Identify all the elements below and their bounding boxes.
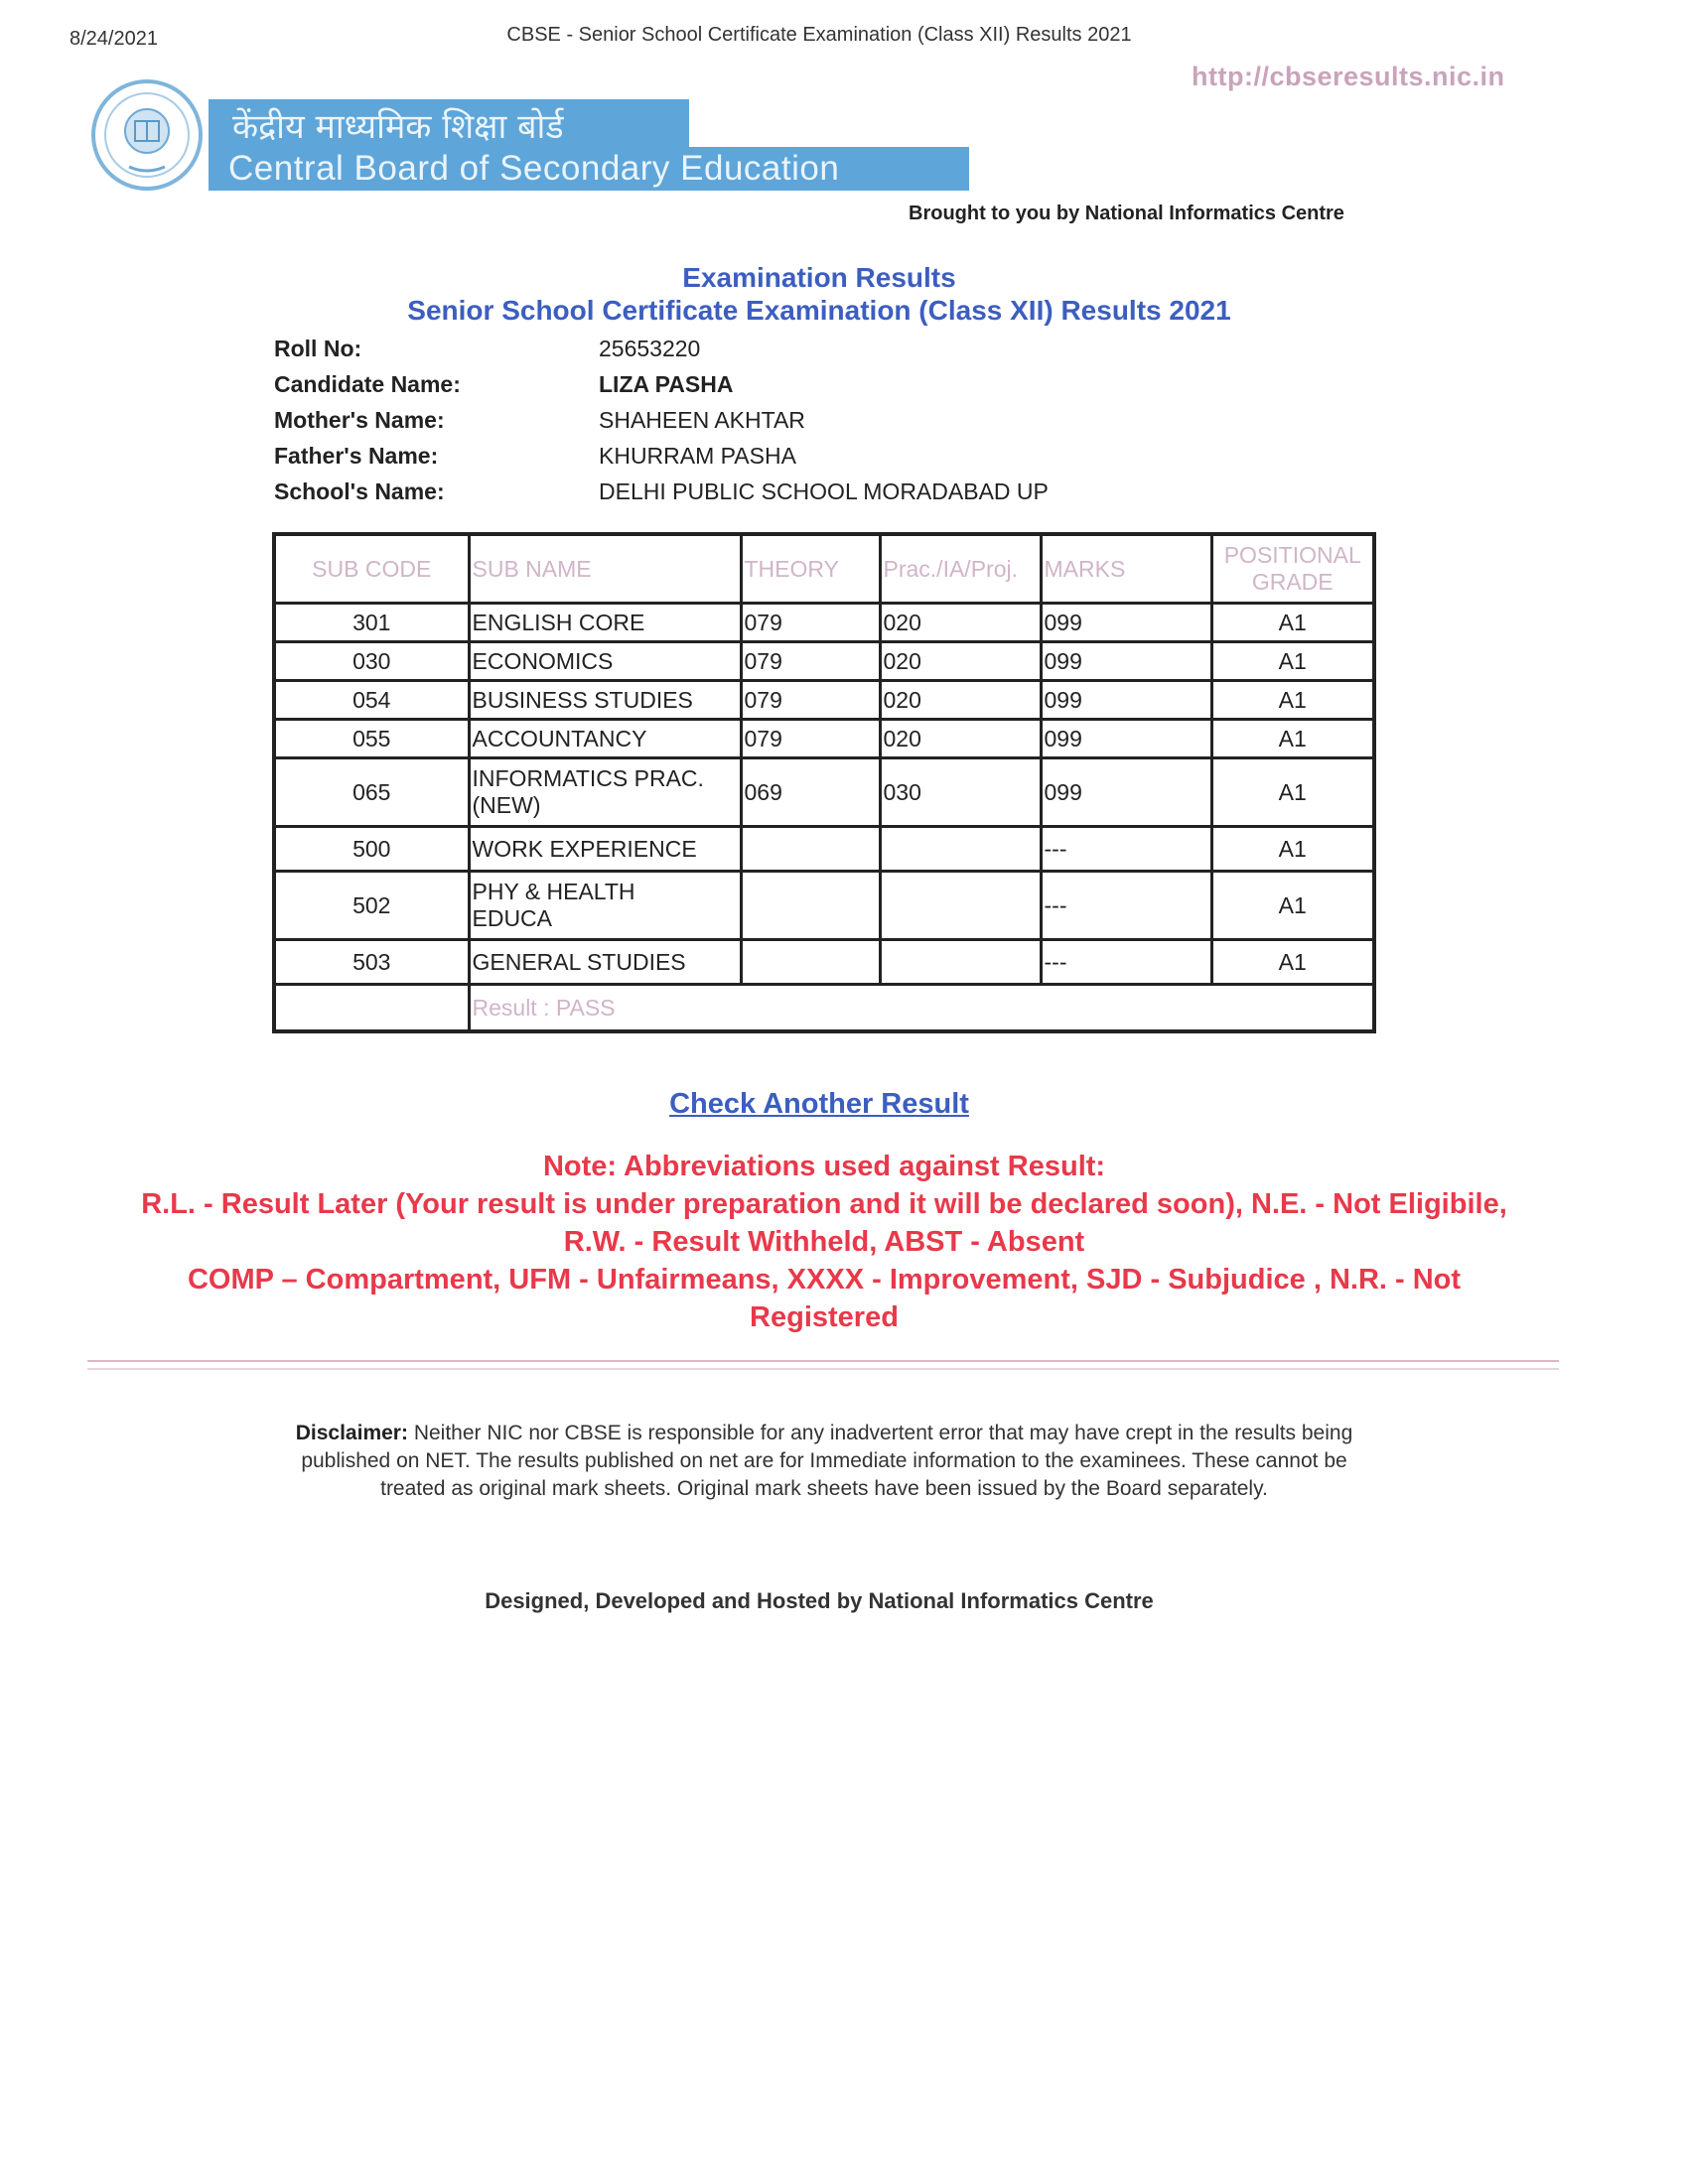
- roll-no-value: 25653220: [599, 336, 701, 361]
- col-header-sub-name: SUB NAME: [469, 534, 741, 604]
- table-row: [274, 758, 1374, 827]
- col-header-positional-grade: [1211, 534, 1374, 604]
- note-line: Registered: [750, 1301, 899, 1333]
- mother-name-value: SHAHEEN AKHTAR: [599, 407, 805, 433]
- result-status: Result : PASS: [469, 985, 1374, 1032]
- sub-name-cell: BUSINESS STUDIES: [469, 681, 741, 720]
- col-header-marks: MARKS: [1041, 534, 1211, 604]
- sub-name-cell: ACCOUNTANCY: [469, 720, 741, 758]
- print-page-title: CBSE - Senior School Certificate Examination (Class XII) Results 2021: [506, 24, 1132, 46]
- practical-cell: [880, 872, 1041, 940]
- exam-title: Senior School Certificate Examination (Class XII) Results 2021: [407, 295, 1231, 326]
- sub-code-cell: 503: [274, 940, 469, 985]
- table-header-row: [274, 534, 1374, 604]
- sub-name-cell: ENGLISH CORE: [469, 604, 741, 642]
- sub-name-cell: GENERAL STUDIES: [469, 940, 741, 985]
- sub-code-cell: 502: [274, 872, 469, 940]
- footer-credit: Designed, Developed and Hosted by National Informatics Centre: [485, 1588, 1154, 1613]
- abbreviations-note: [89, 1148, 1559, 1336]
- brought-by-credit: Brought to you by National Informatics Centre: [909, 203, 1344, 224]
- marks-cell: ---: [1041, 872, 1211, 940]
- grade-cell: A1: [1211, 642, 1374, 681]
- note-line: R.L. - Result Later (Your result is under preparation and it will be declared soon), N.E. - Not Eligibile,: [141, 1188, 1507, 1220]
- father-name-label: Father's Name:: [274, 443, 439, 469]
- marks-cell: ---: [1041, 827, 1211, 872]
- theory-cell: 079: [741, 681, 880, 720]
- practical-cell: [880, 940, 1041, 985]
- table-row: [274, 720, 1374, 758]
- divider: [87, 1360, 1559, 1370]
- marks-cell: 099: [1041, 681, 1211, 720]
- page-heading: Examination Results: [682, 262, 956, 293]
- grade-header-line-2: GRADE: [1251, 569, 1334, 595]
- disclaimer: [268, 1420, 1380, 1503]
- sub-code-cell: 054: [274, 681, 469, 720]
- check-another-result-link[interactable]: Check Another Result: [669, 1088, 969, 1120]
- board-name-hindi-banner: [209, 99, 689, 147]
- grade-cell: A1: [1211, 940, 1374, 985]
- site-url-link[interactable]: http://cbseresults.nic.in: [1192, 62, 1505, 91]
- marks-cell: 099: [1041, 758, 1211, 827]
- sub-code-cell: 055: [274, 720, 469, 758]
- theory-cell: 069: [741, 758, 880, 827]
- sub-name-line-2: (NEW): [472, 792, 541, 818]
- result-row: [274, 985, 1374, 1032]
- sub-code-cell: 030: [274, 642, 469, 681]
- disclaimer-text: Neither NIC nor CBSE is responsible for any inadvertent error that may have crept in the results being published on NET. The results published on net are for Immediate information to the examinees. These cannot be treated as original mark sheets. Original mark sheets have been issued by the Board separately.: [301, 1422, 1353, 1500]
- mother-name-label: Mother's Name:: [274, 407, 445, 433]
- board-name-english-banner: [209, 147, 969, 191]
- practical-cell: [880, 827, 1041, 872]
- table-row: [274, 940, 1374, 985]
- sub-name-line-2: EDUCA: [472, 905, 553, 931]
- sub-code-cell: 301: [274, 604, 469, 642]
- school-name-label: School's Name:: [274, 478, 445, 504]
- sub-name-line-1: PHY & HEALTH: [472, 879, 635, 904]
- sub-name-cell: [469, 872, 741, 940]
- practical-cell: 020: [880, 642, 1041, 681]
- note-line: Note: Abbreviations used against Result:: [542, 1151, 1106, 1182]
- disclaimer-label: Disclaimer:: [295, 1422, 408, 1444]
- theory-cell: [741, 872, 880, 940]
- sub-name-cell: ECONOMICS: [469, 642, 741, 681]
- school-name-value: DELHI PUBLIC SCHOOL MORADABAD UP: [599, 478, 1049, 504]
- sub-name-line-1: INFORMATICS PRAC.: [472, 765, 704, 791]
- grade-cell: A1: [1211, 758, 1374, 827]
- candidate-name-label: Candidate Name:: [274, 371, 461, 397]
- candidate-name-row: [274, 371, 1267, 407]
- practical-cell: 020: [880, 720, 1041, 758]
- cbse-emblem-icon: [89, 77, 205, 193]
- board-name-hindi: केंद्रीय माध्यमिक शिक्षा बोर्ड: [232, 107, 564, 147]
- candidate-name-value: LIZA PASHA: [599, 371, 734, 397]
- roll-no-label: Roll No:: [274, 336, 362, 361]
- practical-cell: 020: [880, 604, 1041, 642]
- father-name-row: [274, 443, 1267, 478]
- marks-table: [272, 532, 1376, 1033]
- mother-name-row: [274, 407, 1267, 443]
- col-header-theory: THEORY: [741, 534, 880, 604]
- father-name-value: KHURRAM PASHA: [599, 443, 796, 469]
- marks-cell: 099: [1041, 604, 1211, 642]
- sub-code-cell: 065: [274, 758, 469, 827]
- table-row: [274, 681, 1374, 720]
- grade-cell: A1: [1211, 720, 1374, 758]
- sub-code-cell: 500: [274, 827, 469, 872]
- theory-cell: 079: [741, 720, 880, 758]
- theory-cell: [741, 940, 880, 985]
- table-row: [274, 827, 1374, 872]
- marks-cell: ---: [1041, 940, 1211, 985]
- grade-cell: A1: [1211, 872, 1374, 940]
- practical-cell: 030: [880, 758, 1041, 827]
- col-header-sub-code: SUB CODE: [274, 534, 469, 604]
- theory-cell: 079: [741, 604, 880, 642]
- table-row: [274, 642, 1374, 681]
- note-line: R.W. - Result Withheld, ABST - Absent: [563, 1226, 1085, 1258]
- note-line: COMP – Compartment, UFM - Unfairmeans, XXXX - Improvement, SJD - Subjudice , N.R. - Not: [187, 1264, 1462, 1296]
- marks-cell: 099: [1041, 720, 1211, 758]
- theory-cell: [741, 827, 880, 872]
- result-empty-cell: [274, 985, 469, 1032]
- table-row: [274, 872, 1374, 940]
- board-name-english: Central Board of Secondary Education: [228, 149, 840, 188]
- table-row: [274, 604, 1374, 642]
- print-date: 8/24/2021: [70, 28, 158, 50]
- roll-no-row: [274, 336, 1267, 371]
- marks-cell: 099: [1041, 642, 1211, 681]
- sub-name-cell: WORK EXPERIENCE: [469, 827, 741, 872]
- grade-cell: A1: [1211, 604, 1374, 642]
- practical-cell: 020: [880, 681, 1041, 720]
- grade-cell: A1: [1211, 827, 1374, 872]
- school-name-row: [274, 478, 1267, 514]
- grade-cell: A1: [1211, 681, 1374, 720]
- sub-name-cell: [469, 758, 741, 827]
- grade-header-line-1: POSITIONAL: [1223, 542, 1361, 568]
- col-header-practical: Prac./IA/Proj.: [880, 534, 1041, 604]
- theory-cell: 079: [741, 642, 880, 681]
